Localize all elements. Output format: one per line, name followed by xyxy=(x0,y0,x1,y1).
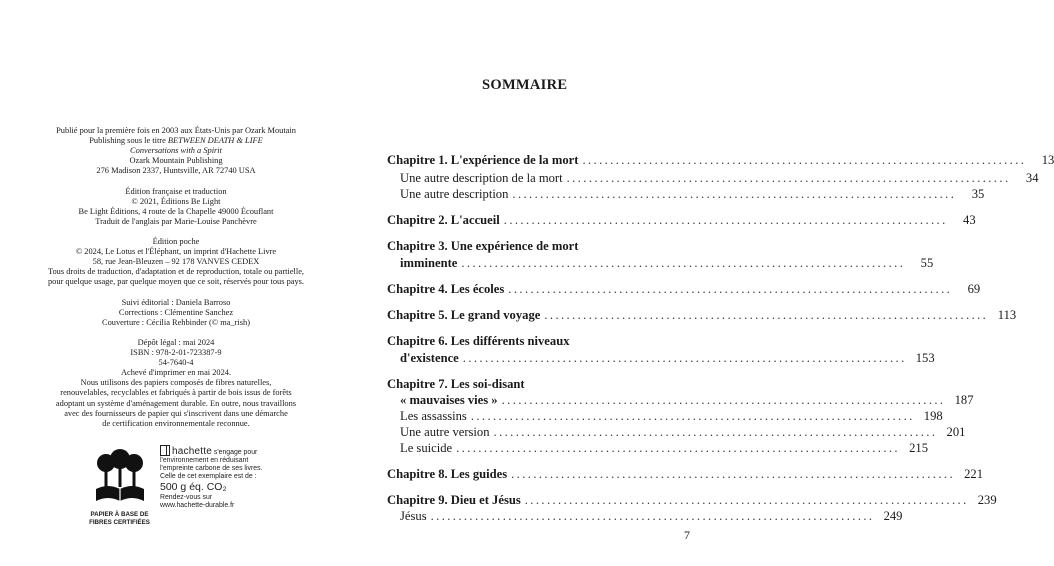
copyright-line: pour quelque usage, par quelque moyen que ce soit, réservés pour tous pays. xyxy=(47,277,305,287)
copyright-line: de certification environnementale reconnue. xyxy=(102,418,250,428)
toc-section-entry xyxy=(400,171,1039,186)
copyright-line: Nous utilisons des papiers composés de fibres naturelles, xyxy=(80,378,272,388)
copyright-spacer xyxy=(8,176,344,186)
toc-leader-dots: ................................................................................ xyxy=(501,393,946,407)
original-title: BETWEEN DEATH & LIFE xyxy=(167,136,263,146)
toc-entry-title: imminente xyxy=(400,256,458,270)
copyright-line: © 2021, Éditions Be Light xyxy=(131,196,221,206)
toc-page-number: 239 xyxy=(977,493,997,507)
toc-page-number: 198 xyxy=(923,409,943,423)
toc-leader-dots: ................................................................................ xyxy=(511,467,955,481)
toc-entry-title: Une autre version xyxy=(400,425,490,439)
toc-section-entry xyxy=(400,425,966,440)
copyright-line: renouvelables, recyclables et fabriqués à partir de bois issus de forêts xyxy=(60,388,292,398)
toc-chapter-entry xyxy=(387,213,976,228)
hachette-visit: Rendez-vous sur xyxy=(160,494,213,502)
toc-chapter-entry xyxy=(387,493,997,508)
toc-entry-title: « mauvaises vies » xyxy=(400,393,498,407)
toc-entry-title: Chapitre 2. L'accueil xyxy=(387,213,500,227)
toc-section-entry xyxy=(400,509,903,524)
toc-leader-dots: ................................................................................ xyxy=(462,351,907,365)
toc-chapter-entry xyxy=(387,467,983,482)
fibre-label-line2: FIBRES CERTIFIÉES xyxy=(89,518,150,526)
copyright-line: 54-7640-4 xyxy=(158,358,194,368)
copyright-line: Ozark Mountain Publishing xyxy=(129,156,223,166)
toc-leader-dots: ................................................................................ xyxy=(430,509,875,523)
toc-chapter-entry xyxy=(400,351,935,366)
copyright-line: Suivi éditorial : Daniela Barroso xyxy=(121,297,231,307)
certified-fibre-trees-icon xyxy=(94,449,146,509)
copyright-line: ISBN : 978-2-01-723387-9 xyxy=(130,348,222,358)
hachette-url: www.hachette-durable.fr xyxy=(160,502,235,510)
toc-page-number: 13 xyxy=(1041,153,1054,167)
copyright-line: Dépôt légal : mai 2024 xyxy=(137,337,215,347)
toc-entry-title: Chapitre 1. L'expérience de la mort xyxy=(387,153,579,167)
toc-page-number: 69 xyxy=(967,282,981,296)
toc-chapter-entry xyxy=(400,256,934,271)
copyright-line: © 2024, Le Lotus et l'Éléphant, un imprint d'Hachette Livre xyxy=(75,247,277,257)
toc-entry-title: Chapitre 6. Les différents niveaux xyxy=(387,334,570,348)
toc-leader-dots: ................................................................................ xyxy=(508,282,953,296)
copyright-line: Publishing sous le titre BETWEEN DEATH & LIFE xyxy=(89,136,263,146)
toc-entry-title: Jésus xyxy=(400,509,427,523)
toc-leader-dots: ................................................................................ xyxy=(524,493,969,507)
toc-page-number: 215 xyxy=(909,441,928,455)
toc-page-number: 34 xyxy=(1025,171,1039,185)
toc-leader-dots: ................................................................................ xyxy=(582,153,1027,167)
toc-leader-dots: ................................................................................ xyxy=(512,187,957,201)
toc-leader-dots: ................................................................................ xyxy=(544,308,989,322)
hachette-line4: Celle de cet exemplaire est de : xyxy=(160,473,257,481)
toc-section-entry xyxy=(400,187,985,202)
hachette-durable-block xyxy=(160,445,320,511)
toc-leader-dots: ................................................................................ xyxy=(470,409,915,423)
page-number: 7 xyxy=(684,528,690,542)
copyright-line: avec des fournisseurs de papier qui s'inscrivent dans une démarche xyxy=(64,408,288,418)
toc-leader-dots: ................................................................................ xyxy=(566,171,1011,185)
toc-entry-title: Chapitre 9. Dieu et Jésus xyxy=(387,493,521,507)
toc-leader-dots: ................................................................................ xyxy=(461,256,906,270)
hachette-line1: s'engage pour xyxy=(211,449,258,456)
copyright-line: Corrections : Clémentine Sanchez xyxy=(118,307,234,317)
copyright-line: 276 Madison 2337, Huntsville, AR 72740 USA xyxy=(96,166,256,176)
copyright-line: 58, rue Jean-Bleuzen – 92 178 VANVES CEDEX xyxy=(92,257,260,267)
toc-page-number: 35 xyxy=(971,187,985,201)
copyright-line: Publié pour la première fois en 2003 aux États-Unis par Ozark Moutain xyxy=(56,126,296,135)
toc-page-number: 221 xyxy=(964,467,983,481)
toc-entry-title: Le suicide xyxy=(400,441,453,455)
hachette-name: hachette xyxy=(172,446,212,457)
copyright-line: Couverture : Cécilia Rehbinder (© ma_rish) xyxy=(102,317,250,327)
toc-chapter-entry xyxy=(387,308,1017,323)
toc-entry-title: Chapitre 3. Une expérience de mort xyxy=(387,239,579,253)
toc-page-number: 113 xyxy=(997,308,1017,322)
toc-entry-title: Chapitre 7. Les soi-disant xyxy=(387,377,525,391)
copyright-line: Conversations with a Spirit xyxy=(130,146,222,156)
toc-entry-title: Chapitre 8. Les guides xyxy=(387,467,508,481)
toc-section-entry xyxy=(400,441,928,456)
copyright-line: Tous droits de traduction, d'adaptation et de reproduction, totale ou partielle, xyxy=(47,267,305,277)
hachette-line2: l'environnement en réduisant xyxy=(160,457,249,465)
copyright-line: Traduit de l'anglais par Marie-Louise Panchèvre xyxy=(95,216,257,226)
toc-leader-dots: ................................................................................ xyxy=(503,213,948,227)
copyright-block xyxy=(8,126,344,429)
toc-page-number: 43 xyxy=(963,213,976,227)
toc-chapter-entry xyxy=(400,393,974,408)
toc-section-entry xyxy=(400,409,943,424)
fibre-label-line1: PAPIER À BASE DE xyxy=(90,511,149,518)
co2-value: 500 g éq. CO₂ xyxy=(160,481,227,494)
copyright-line: Édition poche xyxy=(152,237,200,247)
toc-leader-dots: ................................................................................ xyxy=(456,441,900,455)
toc-chapter-entry xyxy=(387,377,687,392)
toc-page-number: 187 xyxy=(954,393,974,407)
hachette-line3: l'empreinte carbone de ses livres. xyxy=(160,465,263,473)
copyright-line: Édition française et traduction xyxy=(125,186,227,196)
toc-entry-title: Chapitre 5. Le grand voyage xyxy=(387,308,541,322)
toc-page-number: 201 xyxy=(946,425,966,439)
toc-entry-title: Une autre description xyxy=(400,187,509,201)
toc-chapter-entry xyxy=(387,334,687,349)
toc-chapter-entry xyxy=(387,282,981,297)
toc-entry-title: Chapitre 4. Les écoles xyxy=(387,282,505,296)
toc-leader-dots: ................................................................................ xyxy=(493,425,938,439)
toc-chapter-entry xyxy=(387,153,1054,168)
toc-page-number: 55 xyxy=(920,256,934,270)
environment-logos xyxy=(82,445,312,525)
toc-chapter-entry xyxy=(387,239,687,254)
toc-page-number: 249 xyxy=(883,509,903,523)
copyright-line: Achevé d'imprimer en mai 2024. xyxy=(120,368,232,378)
toc-entry-title: d'existence xyxy=(400,351,459,365)
copyright-line: adoptant un système d'aménagement durable. En outre, nous travaillons xyxy=(55,398,297,408)
toc-entry-title: Les assassins xyxy=(400,409,467,423)
toc-page xyxy=(350,0,1054,566)
toc-page-number: 153 xyxy=(915,351,935,365)
hachette-logo-icon xyxy=(160,445,170,456)
copyright-spacer xyxy=(8,227,344,237)
copyright-spacer xyxy=(8,288,344,298)
toc-title: SOMMAIRE xyxy=(482,77,568,93)
copyright-page xyxy=(0,0,350,566)
fibre-label xyxy=(82,511,157,526)
copyright-spacer xyxy=(8,328,344,338)
copyright-line: Be Light Éditions, 4 route de la Chapelle 49000 Écouflant xyxy=(78,206,274,216)
toc-entry-title: Une autre description de la mort xyxy=(400,171,563,185)
